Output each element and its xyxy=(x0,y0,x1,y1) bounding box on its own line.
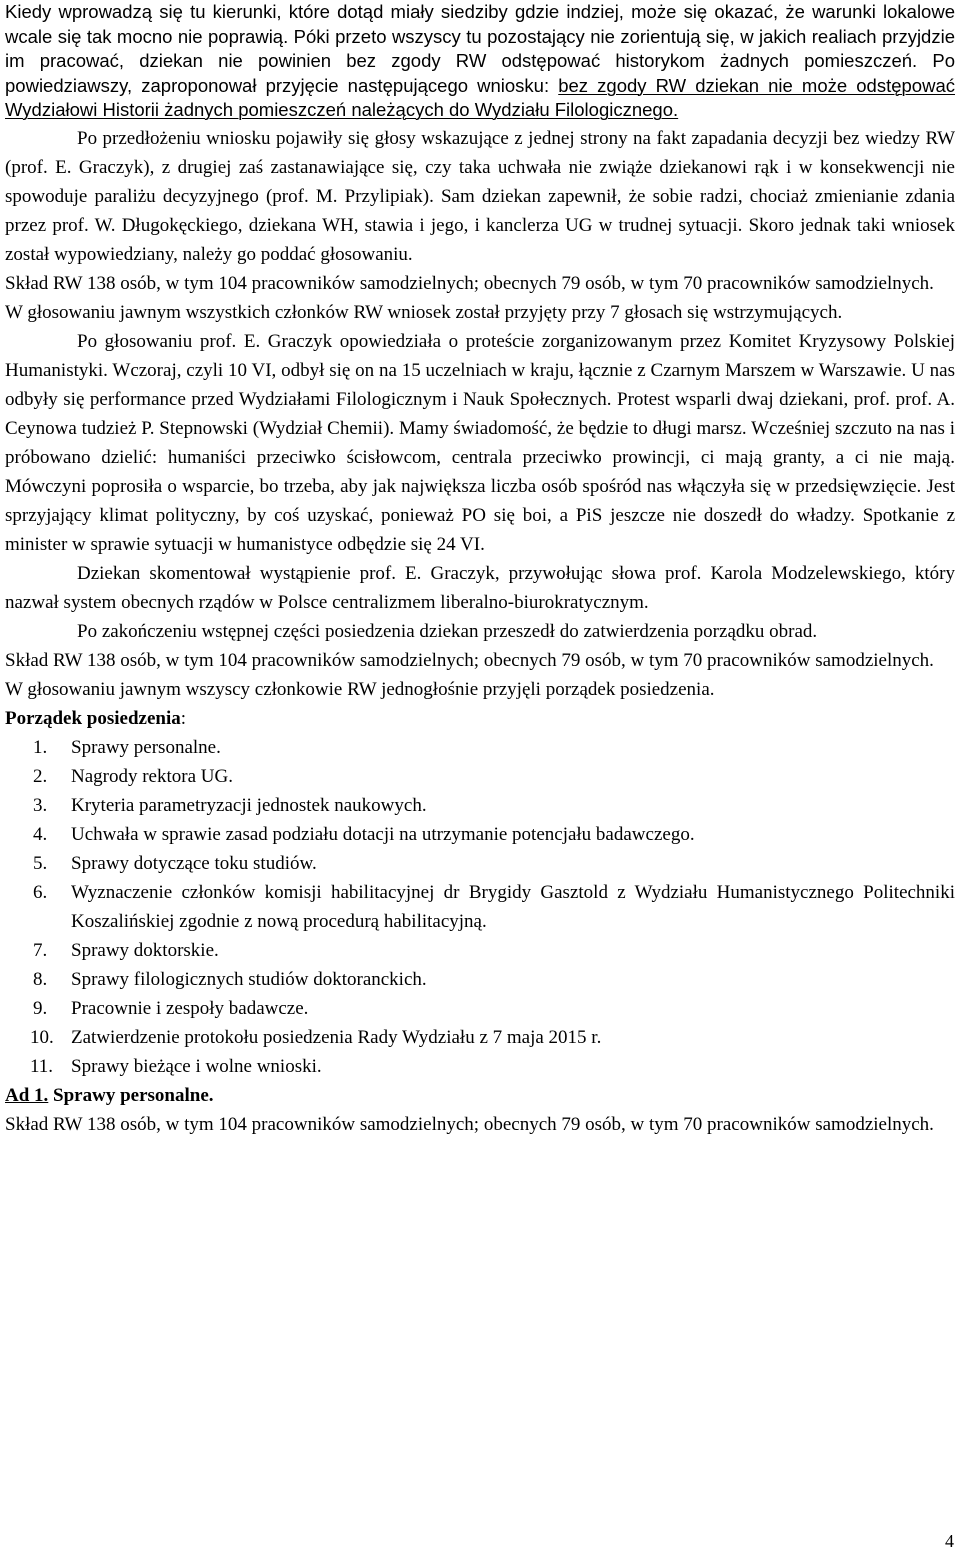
agenda-item-text: Sprawy filologicznych studiów doktoranckich. xyxy=(71,968,427,990)
agenda-item xyxy=(5,878,955,936)
vote-paragraph-1: W głosowaniu jawnym wszystkich członków RW wniosek został przyjęty przy 7 głosach się wstrzymujących. xyxy=(5,301,843,323)
agenda-item xyxy=(5,733,955,762)
agenda-item-number: 5. xyxy=(33,852,48,874)
agenda-item xyxy=(5,762,955,791)
agenda-intro-paragraph: Po zakończeniu wstępnej części posiedzenia dziekan przeszedł do zatwierdzenia porządku obrad. xyxy=(77,620,818,642)
agenda-item xyxy=(5,791,955,820)
agenda-item-text: Sprawy doktorskie. xyxy=(71,939,219,961)
agenda-item-number: 9. xyxy=(33,997,48,1019)
ad1-composition: Skład RW 138 osób, w tym 104 pracowników samodzielnych; obecnych 79 osób, w tym 70 pracowników samodzielnych. xyxy=(5,1113,934,1135)
agenda-item-text: Pracownie i zespoły badawcze. xyxy=(71,997,309,1019)
agenda-item-text: Kryteria parametryzacji jednostek naukowych. xyxy=(71,794,427,816)
agenda-item-number: 4. xyxy=(33,823,48,845)
agenda-item-text: Nagrody rektora UG. xyxy=(71,765,233,787)
agenda-item-text: Sprawy dotyczące toku studiów. xyxy=(71,852,317,874)
agenda-item xyxy=(5,936,955,965)
voices-paragraph: Po przedłożeniu wniosku pojawiły się głosy wskazujące z jednej strony na fakt zapadania decyzji bez wiedzy RW (prof. E. Graczyk), z drugiej zaś zastanawiające się, czy taka uchwała nie zwiąże dziekanowi rąk i w konsekwencji nie spowoduje paraliżu decyzyjnego (prof. M. Przylipiak). Sam dziekan zapewnił, że sobie radzi, chociaż zmienianie zdania przez prof. W. Długokęckiego, dziekana WH, stawia i jego, i kanclerza UG w trudnej sytuacji. Skoro jednak taki wniosek został wypowiedziany, należy go poddać głosowaniu. xyxy=(5,127,955,265)
agenda-item-number: 6. xyxy=(33,881,48,903)
agenda-item-text: Zatwierdzenie protokołu posiedzenia Rady Wydziału z 7 maja 2015 r. xyxy=(71,1026,602,1048)
document-page xyxy=(5,0,955,1139)
composition-paragraph-1: Skład RW 138 osób, w tym 104 pracowników samodzielnych; obecnych 79 osób, w tym 70 pracowników samodzielnych. xyxy=(5,272,934,294)
protest-paragraph: Po głosowaniu prof. E. Graczyk opowiedziała o proteście zorganizowanym przez Komitet Kryzysowy Polskiej Humanistyki. Wczoraj, czyli 10 VI, odbył się on na 15 uczelniach w kraju, łącznie z Czarnym Marszem w Warszawie. U nas odbyły się performance przed Wydziałami Filologicznym i Nauk Społecznych. Protest wsparli dwaj dziekani, prof. prof. A. Ceynowa tudzież P. Stepnowski (Wydział Chemii). Mamy świadomość, że będzie to długi marsz. Wcześniej szczuto na nas i próbowano dzielić: humaniści przeciwko ścisłowcom, centrala przeciwko prowincji, ci mają granty, a ci nie mają. Mówczyni poprosiła o wsparcie, bo trzeba, aby jak największa liczba osób spośród nas włączyła się w przedsięwzięcie. Jest sprzyjający klimat polityczny, by coś uzyskać, ponieważ PO się boi, a PiS jeszcze nie doszedł do władzy. Spotkanie z minister w sprawie sytuacji w humanistyce odbędzie się 24 VI. xyxy=(5,330,955,555)
agenda-item xyxy=(5,1023,955,1052)
ad1-title: Sprawy personalne. xyxy=(48,1084,214,1106)
agenda-item-text: Sprawy personalne. xyxy=(71,736,221,758)
agenda-item-number: 3. xyxy=(33,794,48,816)
intro-paragraph xyxy=(5,0,955,123)
agenda-item-number: 1. xyxy=(33,736,48,758)
agenda-item-number: 10. xyxy=(30,1026,54,1048)
agenda-item-text: Uchwała w sprawie zasad podziału dotacji na utrzymanie potencjału badawczego. xyxy=(71,823,695,845)
vote-paragraph-2: W głosowaniu jawnym wszyscy członkowie RW jednogłośnie przyjęli porządek posiedzenia. xyxy=(5,678,715,700)
agenda-item-number: 2. xyxy=(33,765,48,787)
agenda-item-number: 11. xyxy=(30,1055,54,1077)
dean-comment-paragraph: Dziekan skomentował wystąpienie prof. E. Graczyk, przywołując słowa prof. Karola Modzelewskiego, który nazwał system obecnych rządów w Polsce centralizmem liberalno-biurokratycznym. xyxy=(5,562,955,613)
page-number: 4 xyxy=(945,1531,954,1551)
agenda-item-text: Wyznaczenie członków komisji habilitacyjnej dr Brygidy Gasztold z Wydziału Humanistycznego Politechniki Koszalińskiej zgodnie z nową procedurą habilitacyjną. xyxy=(71,881,955,932)
agenda-heading xyxy=(5,704,955,733)
agenda-item xyxy=(5,965,955,994)
agenda-item xyxy=(5,820,955,849)
agenda-item-text: Sprawy bieżące i wolne wnioski. xyxy=(71,1055,322,1077)
composition-paragraph-2: Skład RW 138 osób, w tym 104 pracowników samodzielnych; obecnych 79 osób, w tym 70 pracowników samodzielnych. xyxy=(5,649,934,671)
agenda-item xyxy=(5,1052,955,1081)
agenda-item-number: 7. xyxy=(33,939,48,961)
intro-text: Kiedy wprowadzą się tu kierunki, które dotąd miały siedziby gdzie indziej, może się okazać, że warunki lokalowe wcale się tak mocno nie poprawią. Póki przeto wszyscy tu pozostający nie zorientują się, w jakich realiach przyjdzie im pracować, dziekan nie powinien bez zgody RW odstępować historykom żadnych pomieszczeń. Po powiedziawszy, zaproponował przyjęcie następującego wniosku: xyxy=(5,1,955,96)
agenda-heading-text: Porządek posiedzenia xyxy=(5,707,181,729)
agenda-item xyxy=(5,994,955,1023)
ad1-heading xyxy=(5,1081,955,1110)
agenda-item-number: 8. xyxy=(33,968,48,990)
agenda-heading-colon: : xyxy=(180,707,187,729)
agenda-list xyxy=(5,733,955,1081)
agenda-item xyxy=(5,849,955,878)
motion-text: bez zgody RW dziekan nie może odstępować Wydziałowi Historii żadnych pomieszczeń należących do Wydziału Filologicznego. xyxy=(5,74,955,120)
ad1-label: Ad 1. xyxy=(5,1084,49,1106)
